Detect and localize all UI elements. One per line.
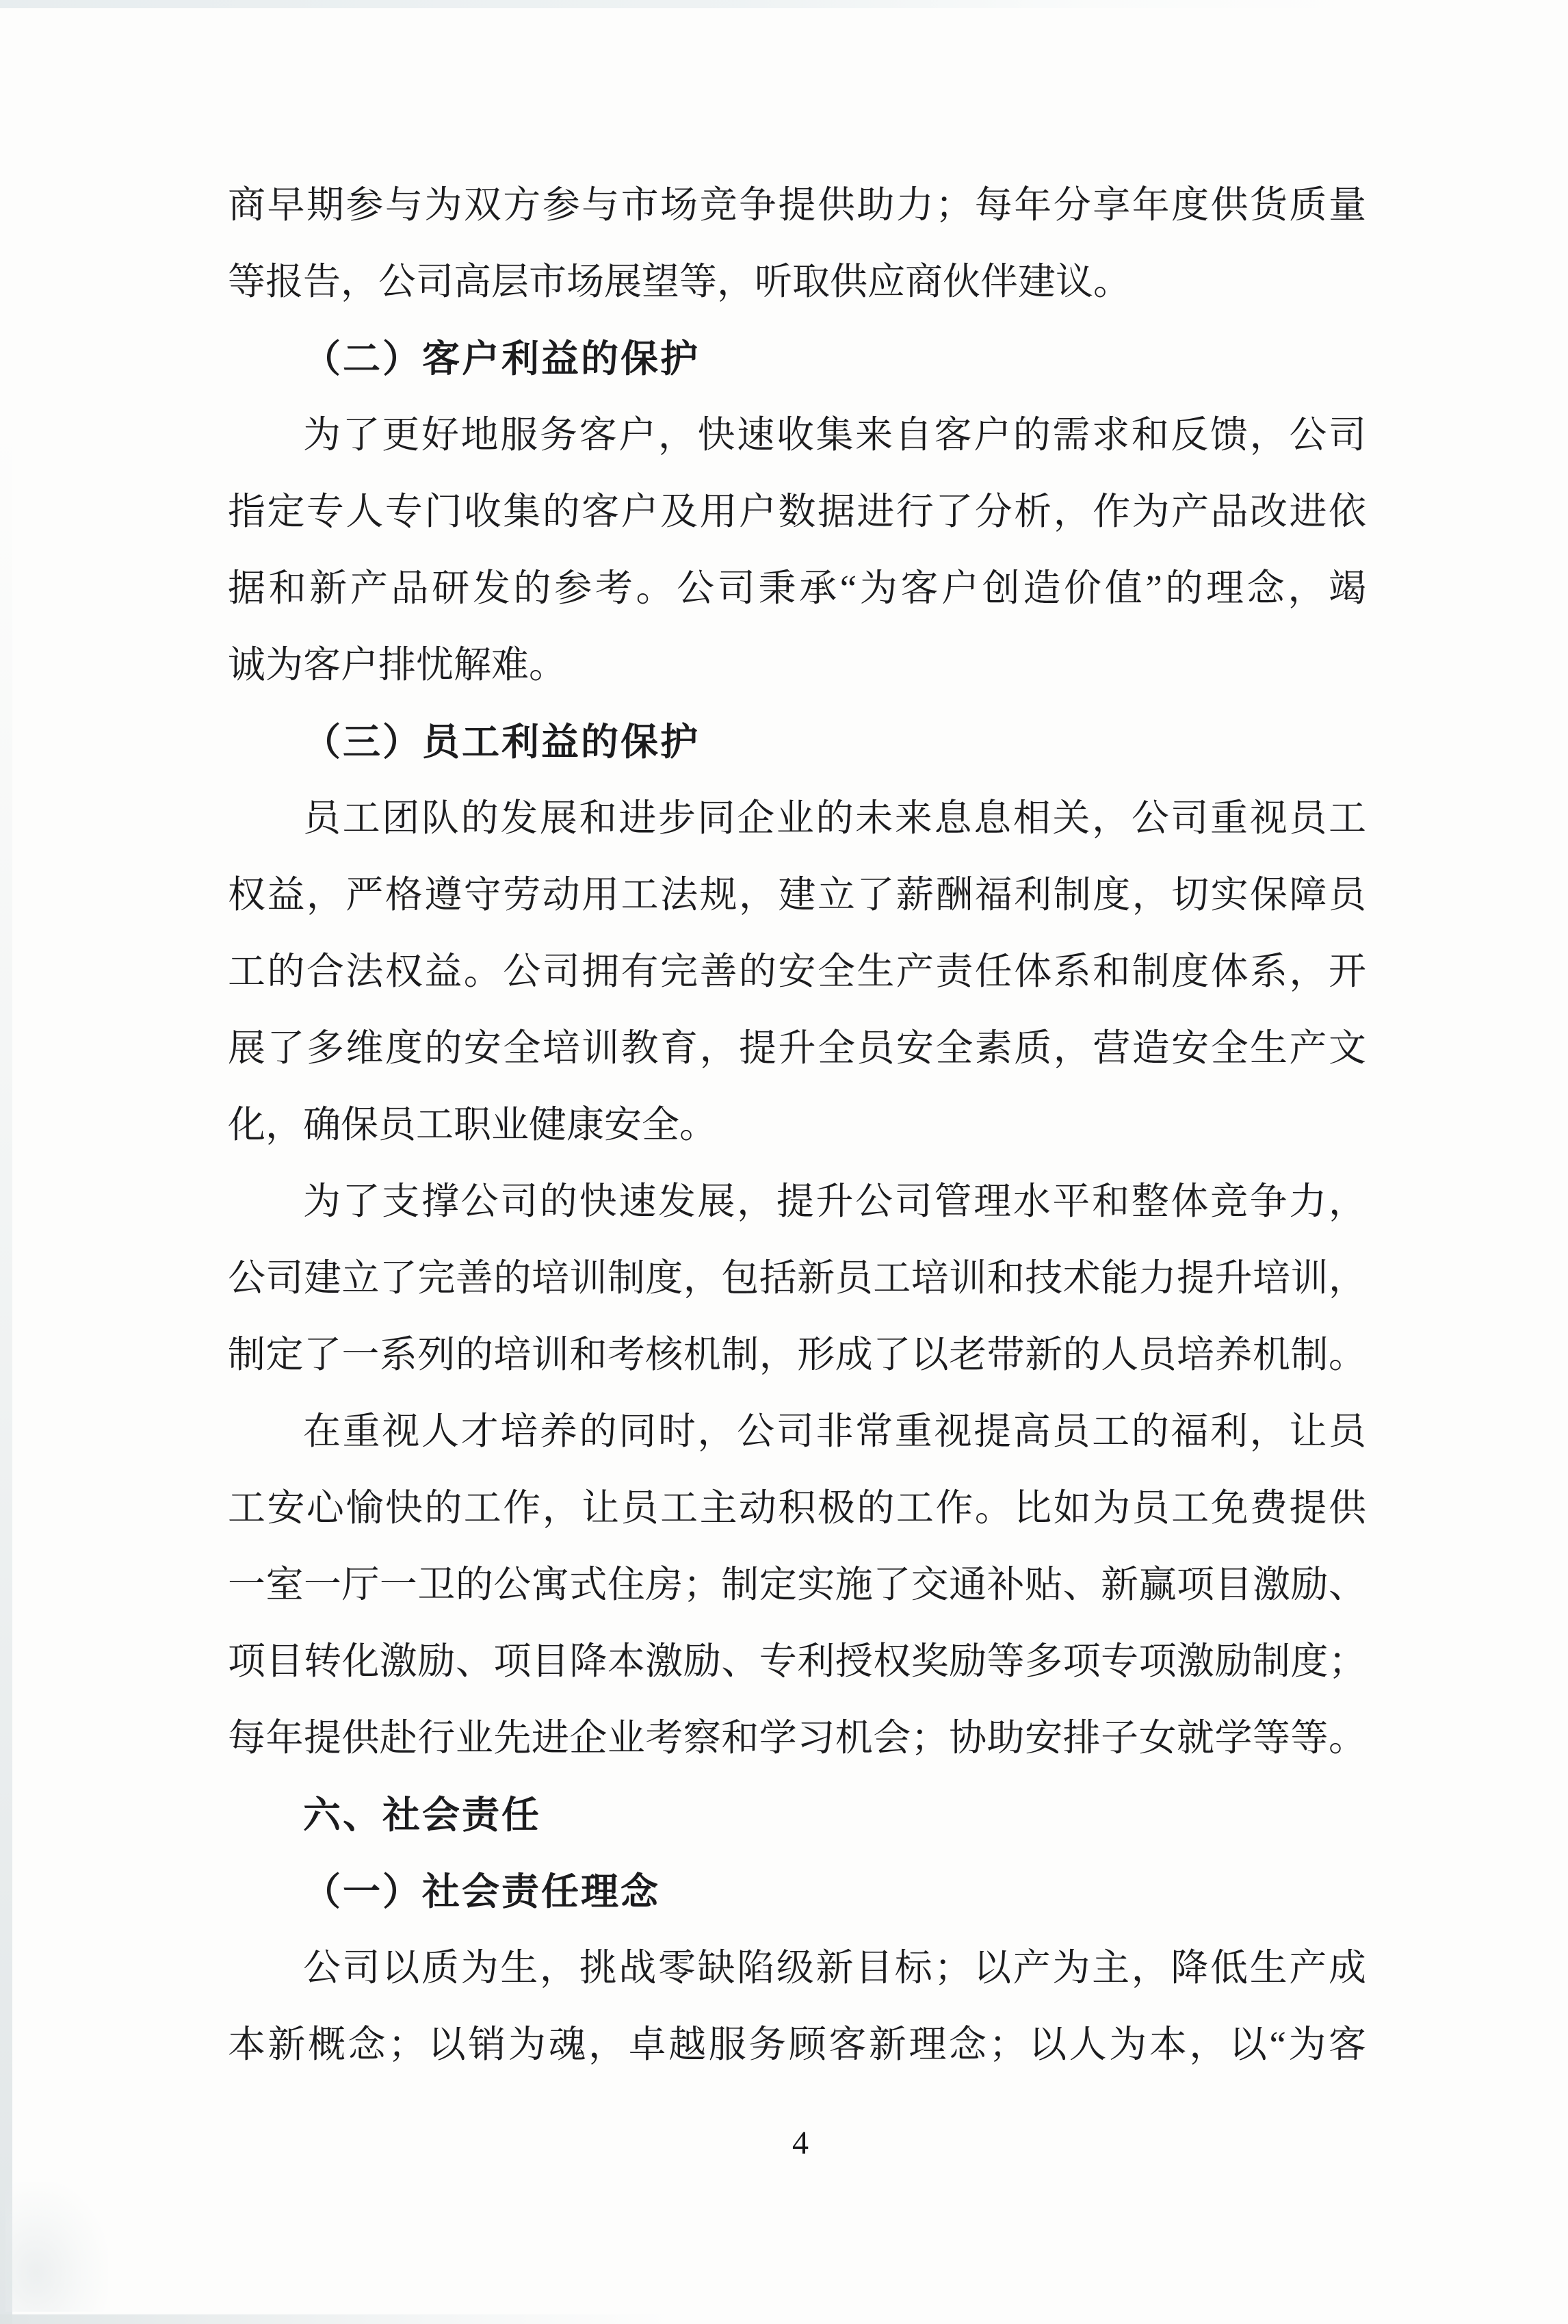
scan-edge-left xyxy=(0,424,12,2324)
text-line: 为了支撑公司的快速发展，提升公司管理水平和整体竞争力， xyxy=(303,1180,1366,1222)
text-line: 公司建立了完善的培训制度，包括新员工培训和技术能力提升培训， xyxy=(228,1257,1366,1299)
text-line: 指定专人专门收集的客户及用户数据进行了分析，作为产品改进依 xyxy=(228,491,1366,532)
text-line: 制定了一系列的培训和考核机制，形成了以老带新的人员培养机制。 xyxy=(228,1334,1366,1376)
scan-edge-top xyxy=(0,0,1355,8)
text-line: 员工团队的发展和进步同企业的未来息息相关，公司重视员工 xyxy=(303,797,1366,839)
heading-social-responsibility: 六、社会责任 xyxy=(303,1794,542,1836)
text-block xyxy=(228,167,1366,2083)
text-line: 每年提供赴行业先进企业考察和学习机会；协助安排子女就学等等。 xyxy=(228,1717,1366,1759)
heading-employee-interests: （三）员工利益的保护 xyxy=(303,721,701,763)
text-line: 权益，严格遵守劳动用工法规，建立了薪酬福利制度，切实保障员 xyxy=(228,874,1366,916)
heading-customer-interests: （二）客户利益的保护 xyxy=(303,337,701,380)
text-line: 化，确保员工职业健康安全。 xyxy=(228,1104,718,1146)
scan-edge-bottom xyxy=(0,2314,670,2324)
text-line: 公司以质为生，挑战零缺陷级新目标；以产为主，降低生产成 xyxy=(303,1947,1366,1989)
text-line: 本新概念；以销为魂，卓越服务顾客新理念；以人为本，以“为客 xyxy=(228,2024,1366,2065)
text-line: 一室一厅一卫的公寓式住房；制定实施了交通补贴、新赢项目激励、 xyxy=(228,1564,1366,1605)
text-line: 项目转化激励、项目降本激励、专利授权奖励等多项专项激励制度； xyxy=(228,1640,1366,1682)
text-line: 等报告，公司高层市场展望等，听取供应商伙伴建议。 xyxy=(228,261,1132,302)
text-line: 展了多维度的安全培训教育，提升全员安全素质，营造安全生产文 xyxy=(228,1027,1366,1069)
text-line: 为了更好地服务客户，快速收集来自客户的需求和反馈，公司 xyxy=(303,414,1366,456)
scan-smudge xyxy=(5,2182,108,2312)
text-line: 在重视人才培养的同时，公司非常重视提高员工的福利，让员 xyxy=(303,1410,1366,1452)
text-line: 据和新产品研发的参考。公司秉承“为客户创造价值”的理念，竭 xyxy=(228,567,1366,609)
text-line: 工的合法权益。公司拥有完善的安全生产责任体系和制度体系，开 xyxy=(228,951,1366,992)
text-line: 商早期参与为双方参与市场竞争提供助力；每年分享年度供货质量 xyxy=(228,184,1366,226)
page-number: 4 xyxy=(792,2125,809,2161)
text-line: 诚为客户排忧解难。 xyxy=(228,644,567,686)
heading-social-responsibility-concept: （一）社会责任理念 xyxy=(303,1870,661,1913)
text-line: 工安心愉快的工作，让员工主动积极的工作。比如为员工免费提供 xyxy=(228,1487,1366,1529)
